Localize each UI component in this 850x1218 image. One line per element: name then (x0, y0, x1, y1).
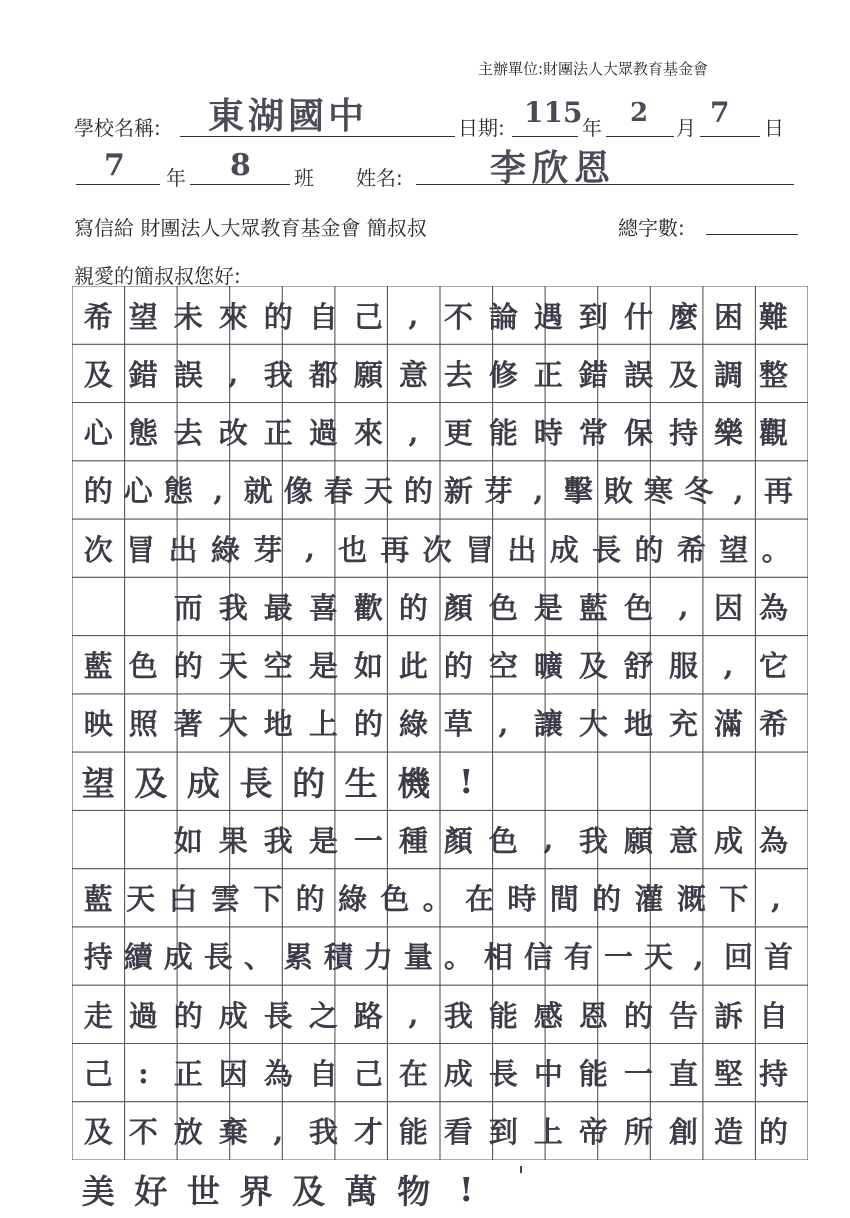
letter-char: 帝 (578, 1115, 608, 1150)
letter-char: 歡 (353, 590, 383, 625)
letter-char: 成 (443, 1057, 473, 1091)
letter-char: 更 (443, 416, 473, 450)
manuscript-grid (72, 286, 808, 1211)
letter-char: , (678, 589, 689, 624)
letter-char: 照 (128, 707, 158, 742)
letter-char: 的 (263, 299, 293, 334)
letter-char: 能 (578, 1057, 608, 1091)
letter-char: 白 (168, 882, 198, 917)
letter-char: 的 (403, 474, 433, 509)
greeting: 親愛的簡叔叔您好: (74, 264, 241, 288)
letter-char: 。 (761, 532, 791, 567)
letter-char: , (543, 822, 554, 857)
letter-char: 自 (308, 1057, 338, 1091)
letter-char: 不 (128, 1115, 158, 1150)
letter-char: 的 (173, 998, 203, 1033)
letter-char: 色 (488, 823, 518, 858)
letter-char: 新 (443, 474, 473, 509)
letter-char: 我 (263, 823, 293, 858)
letter-char: 正 (173, 1057, 203, 1091)
letter-char: 春 (323, 474, 353, 509)
grade-underline (76, 184, 160, 185)
letter-char: 溉 (676, 882, 706, 917)
date-month-value: 2 (630, 98, 649, 128)
class-unit: 班 (294, 166, 314, 190)
letter-char: 萬 (344, 1171, 378, 1211)
letter-char: 成 (186, 763, 220, 803)
letter-char: 路 (353, 998, 383, 1033)
letter-char: 它 (758, 649, 788, 684)
letter-char: 到 (488, 1115, 518, 1150)
letter-char: , (693, 938, 704, 973)
letter-char: 過 (128, 998, 158, 1033)
letter-char: 我 (218, 590, 248, 625)
letter-char: 放 (173, 1115, 203, 1150)
letter-char: 望 (128, 299, 158, 334)
letter-char: 雲 (210, 882, 240, 917)
letter-char: 藍 (83, 882, 113, 917)
letter-char: 積 (323, 940, 353, 975)
class-value: 8 (230, 148, 251, 183)
letter-char: , (498, 705, 509, 740)
letter-char: 再 (380, 532, 410, 567)
letter-char: 顏 (443, 590, 473, 625)
letter-char: 成 (163, 940, 193, 975)
letter-char: 成 (549, 532, 579, 567)
letter-char: 棄 (218, 1115, 248, 1150)
addressee-line: 寫信給 財團法人大眾教育基金會 簡叔叔 (74, 216, 427, 240)
letter-char: 誤 (623, 357, 653, 392)
letter-char: 映 (83, 707, 113, 742)
letter-char: 難 (758, 299, 788, 334)
letter-char: 續 (123, 940, 153, 975)
letter-char: 為 (263, 1057, 293, 1091)
letter-char: 希 (758, 707, 788, 742)
letter-char: 因 (713, 590, 743, 625)
letter-char: 所 (623, 1115, 653, 1150)
letter-char: 像 (283, 474, 313, 509)
letter-char: , (228, 356, 239, 391)
letter-char: 讓 (533, 707, 563, 742)
letter-char: 是 (308, 649, 338, 684)
letter-char: 綠 (210, 532, 240, 567)
letter-char: 草 (443, 707, 473, 742)
letter-char: 意 (398, 357, 428, 392)
letter-char: 持 (83, 940, 113, 975)
letter-char: 及 (578, 649, 608, 684)
letter-char: 是 (308, 823, 338, 858)
letter-char: 芽 (483, 474, 513, 509)
letter-char: 及 (83, 357, 113, 392)
letter-char: 信 (523, 940, 553, 975)
letter-char: 首 (763, 940, 793, 975)
letter-char: 就 (243, 474, 273, 509)
letter-char: 保 (623, 416, 653, 450)
letter-char: 回 (723, 940, 753, 975)
letter-char: 冒 (126, 532, 156, 567)
letter-char: 之 (308, 998, 338, 1033)
letter-char: 成 (713, 823, 743, 858)
letter-char: 力 (363, 940, 393, 975)
letter-char: 灌 (634, 882, 664, 917)
letter-char: , (723, 647, 734, 682)
letter-char: 大 (218, 707, 248, 742)
letter-char: 觀 (758, 416, 788, 450)
letter-char: 、 (243, 940, 273, 975)
letter-char: 的 (173, 649, 203, 684)
letter-char: 一 (353, 823, 383, 858)
letter-char: 己 (353, 1057, 383, 1091)
letter-char: 遇 (533, 299, 563, 334)
letter-char: 空 (263, 649, 293, 684)
letter-char: 因 (218, 1057, 248, 1091)
letter-char: 成 (218, 998, 248, 1033)
letter-char: 在 (465, 882, 495, 917)
scan-mark (520, 1166, 522, 1173)
letter-char: 美 (81, 1171, 115, 1211)
word-count-label: 總字數: (618, 216, 685, 240)
letter-char: 此 (398, 649, 428, 684)
letter-char: 才 (353, 1115, 383, 1150)
letter-char: 能 (488, 416, 518, 450)
letter-char: 天 (218, 649, 248, 684)
letter-char: 自 (758, 998, 788, 1033)
letter-char: 的 (592, 882, 622, 917)
letter-char: 我 (443, 998, 473, 1033)
letter-char: 的 (83, 474, 113, 509)
letter-char: 下 (719, 882, 749, 917)
letter-char: 而 (173, 590, 203, 625)
letter-char: 恩 (578, 998, 608, 1033)
letter-char: 生 (344, 763, 378, 803)
letter-char: 時 (507, 882, 537, 917)
letter-char: 持 (668, 416, 698, 450)
letter-char: 天 (363, 474, 393, 509)
letter-char: 空 (488, 649, 518, 684)
letter-char: 如 (173, 823, 203, 858)
letter-char: 為 (758, 823, 788, 858)
letter-char: 到 (578, 299, 608, 334)
letter-char: 論 (488, 299, 518, 334)
letter-char: 持 (758, 1057, 788, 1091)
letter-char: 能 (488, 998, 518, 1033)
letter-char: 樂 (713, 416, 743, 450)
letter-char: 喜 (308, 590, 338, 625)
letter-char: 整 (758, 357, 788, 392)
letter-char: 滿 (713, 707, 743, 742)
letter-char: 直 (668, 1057, 698, 1091)
name-value: 李欣恩 (490, 147, 617, 189)
letter-char: 出 (168, 532, 198, 567)
letter-char: 好 (134, 1171, 168, 1211)
letter-char: 著 (173, 707, 203, 742)
letter-char: 芽 (253, 532, 283, 567)
letter-char: 。 (443, 940, 473, 975)
letter-char: 我 (263, 357, 293, 392)
letter-char: 天 (126, 882, 156, 917)
letter-char: 什 (623, 299, 653, 334)
letter-char: , (533, 472, 544, 507)
letter-char: 舒 (623, 649, 653, 684)
letter-char: 冬 (683, 474, 713, 509)
letter-char: 的 (443, 649, 473, 684)
letter-char: , (408, 298, 419, 332)
day-underline (700, 136, 760, 137)
letter-char: 望 (81, 763, 115, 803)
letter-char: 是 (533, 590, 563, 625)
letter-char: 曠 (533, 649, 563, 684)
letter-char: , (771, 880, 782, 915)
letter-char: 希 (83, 299, 113, 334)
letter-char: 及 (83, 1115, 113, 1150)
letter-char: 量 (403, 940, 433, 975)
school-label: 學校名稱: (74, 116, 161, 140)
letter-char: : (137, 1055, 149, 1090)
letter-char: 我 (578, 823, 608, 858)
letter-char: 下 (253, 882, 283, 917)
letter-char: 冒 (465, 532, 495, 567)
letter-char: 都 (308, 357, 338, 392)
class-underline (190, 184, 290, 185)
letter-char: 果 (218, 823, 248, 858)
letter-char: 誤 (173, 357, 203, 392)
letter-char: , (408, 997, 419, 1032)
letter-char: 界 (239, 1171, 273, 1211)
letter-char: ! (459, 1169, 474, 1209)
organizer-line: 主辦單位:財團法人大眾教育基金會 (478, 60, 709, 78)
year-unit: 年 (582, 116, 602, 140)
letter-char: 創 (668, 1115, 698, 1150)
letter-char: 長 (263, 998, 293, 1033)
letter-char: 的 (398, 590, 428, 625)
letter-char: 錯 (128, 357, 158, 392)
letter-char: 大 (578, 707, 608, 742)
letter-char: 長 (203, 940, 233, 975)
letter-char: 錯 (578, 357, 608, 392)
letter-char: 己 (83, 1057, 113, 1091)
letter-char: 願 (353, 357, 383, 392)
letter-char: 意 (668, 823, 698, 858)
letter-char: 次 (83, 532, 113, 567)
letter-char: 機 (397, 763, 431, 803)
letter-char: 出 (507, 532, 537, 567)
letter-char: 走 (83, 998, 113, 1033)
letter-char: 麼 (668, 299, 698, 334)
letter-char: 的 (634, 532, 664, 567)
letter-char: 願 (623, 823, 653, 858)
letter-char: 擊 (563, 474, 593, 509)
letter-char: 正 (533, 357, 563, 392)
letter-char: 感 (533, 998, 563, 1033)
letter-char: 綠 (398, 707, 428, 742)
letter-char: 的 (292, 763, 326, 803)
letter-char: 的 (295, 882, 325, 917)
year-underline (512, 136, 578, 137)
letter-char: 來 (353, 416, 383, 450)
letter-char: 調 (713, 357, 743, 392)
letter-char: 寒 (643, 474, 673, 509)
letter-char: 態 (163, 474, 193, 509)
letter-char: 如 (353, 649, 383, 684)
letter-char: , (733, 472, 744, 507)
letter-char: 物 (397, 1171, 431, 1211)
letter-char: , (408, 414, 419, 449)
letter-char: 世 (186, 1171, 220, 1211)
letter-char: 己 (353, 299, 383, 334)
letter-char: 最 (263, 590, 293, 625)
letter-char: 上 (308, 707, 338, 742)
letter-char: 及 (292, 1171, 326, 1211)
letter-char: 不 (443, 299, 473, 334)
letter-char: 去 (443, 357, 473, 392)
letter-char: 及 (668, 357, 698, 392)
month-unit: 月 (676, 116, 696, 140)
letter-char: 心 (83, 416, 113, 450)
letter-char: 有 (563, 940, 593, 975)
letter-char: 未 (173, 299, 203, 334)
letter-char: 的 (623, 998, 653, 1033)
grade-unit: 年 (166, 166, 186, 190)
letter-char: 訴 (713, 998, 743, 1033)
letter-char: 常 (578, 416, 608, 450)
letter-char: 過 (308, 416, 338, 450)
letter-char: 上 (533, 1115, 563, 1150)
letter-char: 去 (173, 416, 203, 450)
letter-char: 告 (668, 998, 698, 1033)
letter-char: 長 (239, 763, 273, 803)
date-year-value: 115 (524, 96, 583, 129)
letter-char: 一 (603, 940, 633, 975)
letter-char: 的 (353, 707, 383, 742)
letter-char: ! (459, 761, 474, 801)
letter-char: 長 (488, 1057, 518, 1091)
letter-char: 色 (128, 649, 158, 684)
letter-char: 服 (668, 649, 698, 684)
letter-char: 間 (549, 882, 579, 917)
letter-char: 中 (533, 1057, 563, 1091)
letter-char: 時 (533, 416, 563, 450)
date-label: 日期: (458, 116, 505, 140)
letter-char: 色 (380, 882, 410, 917)
day-unit: 日 (764, 116, 784, 140)
letter-char: 種 (398, 823, 428, 858)
letter-char: , (213, 472, 224, 507)
letter-char: 一 (623, 1057, 653, 1091)
letter-char: 次 (422, 532, 452, 567)
letter-char: 看 (443, 1115, 473, 1150)
letter-char: 色 (623, 590, 653, 625)
letter-char: 地 (623, 707, 653, 742)
date-day-value: 7 (710, 96, 730, 129)
letter-char: 藍 (83, 649, 113, 684)
letter-char: 藍 (578, 590, 608, 625)
letter-char: 顏 (443, 823, 473, 858)
letter-char: 及 (134, 763, 168, 803)
grade-value: 7 (104, 148, 125, 183)
school-value: 東湖國中 (208, 95, 369, 137)
letter-char: 造 (713, 1115, 743, 1150)
letter-char: 望 (719, 532, 749, 567)
letter-char: 希 (676, 532, 706, 567)
letter-char: 我 (308, 1115, 338, 1150)
letter-char: 長 (592, 532, 622, 567)
month-underline (606, 136, 674, 137)
letter-char: 困 (713, 299, 743, 334)
letter-char: 態 (128, 416, 158, 450)
letter-char: 心 (123, 474, 153, 509)
letter-char: 的 (758, 1115, 788, 1150)
letter-char: 。 (422, 882, 452, 917)
letter-char: 堅 (713, 1057, 743, 1091)
letter-char: 為 (758, 590, 788, 625)
letter-char: 能 (398, 1115, 428, 1150)
letter-char: 地 (263, 707, 293, 742)
letter-char: 來 (218, 299, 248, 334)
letter-body (72, 286, 808, 1211)
letter-char: 自 (308, 299, 338, 334)
letter-char: 也 (337, 532, 367, 567)
letter-char: 天 (643, 940, 673, 975)
letter-char: 在 (398, 1057, 428, 1091)
letter-char: 改 (218, 416, 248, 450)
letter-char: 修 (488, 357, 518, 392)
letter-char: , (305, 531, 316, 566)
letter-char: 再 (763, 474, 793, 509)
letter-char: 累 (283, 940, 313, 975)
letter-char: 敗 (603, 474, 633, 509)
letter-char: 綠 (337, 882, 367, 917)
letter-char: 相 (483, 940, 513, 975)
letter-char: 正 (263, 416, 293, 450)
letter-char: , (273, 1113, 284, 1148)
name-label: 姓名: (356, 166, 403, 190)
letter-char: 充 (668, 707, 698, 742)
word-count-underline (706, 234, 798, 235)
letter-char: 色 (488, 590, 518, 625)
